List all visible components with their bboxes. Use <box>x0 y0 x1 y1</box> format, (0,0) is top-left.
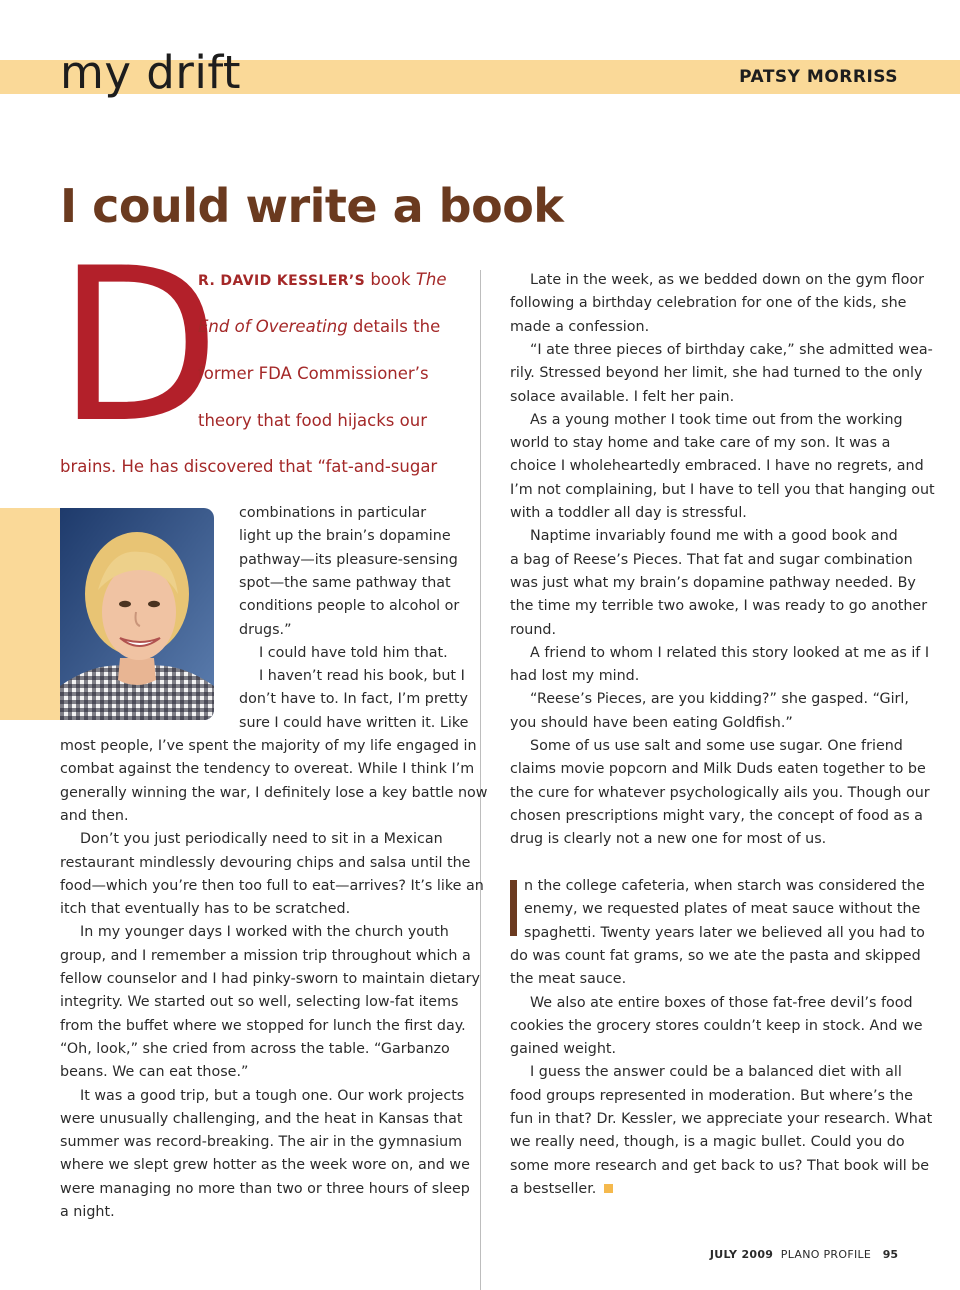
body-text: were unusually challenging, and the heat in Kansas that <box>60 1110 463 1127</box>
magazine-name: PLANO PROFILE <box>780 1248 872 1261</box>
issue-date: JULY 2009 <box>709 1248 774 1261</box>
end-mark-icon <box>604 1184 613 1193</box>
page-number: 95 <box>882 1248 898 1261</box>
body-text-line <box>510 945 921 968</box>
body-text: food groups represented in moderation. But where’s the <box>510 1087 913 1104</box>
body-text: “Reese’s Pieces, are you kidding?” she gasped. “Girl, <box>530 691 909 708</box>
body-text-line <box>60 1201 115 1224</box>
article-headline: I could write a book <box>60 179 564 233</box>
body-text-line <box>510 1085 913 1108</box>
body-text-line <box>80 1085 464 1108</box>
body-text-line <box>510 1108 932 1131</box>
body-text-line <box>524 898 920 921</box>
lede-book-title: End of Overeating <box>198 317 348 336</box>
body-text: world to stay home and take care of my son. It was a <box>510 435 891 452</box>
body-text: rily. Stressed beyond her limit, she had turned to the only <box>510 365 923 382</box>
body-text-line <box>259 642 448 665</box>
body-text-line <box>530 409 903 432</box>
body-text: integrity. We started out so well, selecting low-fat items <box>60 994 459 1011</box>
body-text: I haven’t read his book, but I <box>259 668 465 685</box>
body-text-line <box>510 362 922 385</box>
body-text: I could have told him that. <box>259 644 448 661</box>
lede-line: brains. He has discovered that “fat-and-sugar <box>60 457 438 476</box>
lede-text: details the <box>347 317 441 336</box>
body-text-line <box>510 1131 905 1154</box>
author-name: PATSY MORRISS <box>739 67 898 87</box>
body-text: was just what my brain’s dopamine pathway needed. By <box>510 574 916 591</box>
body-text: enemy, we requested plates of meat sauce without the <box>524 901 921 918</box>
lede-line: theory that food hijacks our <box>198 411 427 430</box>
body-text: restaurant mindlessly devouring chips and salsa until the <box>60 854 471 871</box>
body-text: cookies the grocery stores couldn’t keep in stock. And we <box>510 1017 923 1034</box>
body-text-line <box>510 502 747 525</box>
body-text-line <box>530 642 929 665</box>
body-text: where we slept grew hotter as the week wore on, and we <box>60 1157 470 1174</box>
body-text-line <box>510 386 734 409</box>
body-text-line <box>510 758 926 781</box>
author-photo <box>60 508 214 720</box>
body-text-line <box>239 595 459 618</box>
body-text-line <box>239 688 468 711</box>
body-text-line <box>510 1155 929 1178</box>
body-text-line <box>510 549 913 572</box>
body-text-line <box>60 735 477 758</box>
body-text: a bag of Reese’s Pieces. That fat and sugar combination <box>510 551 913 568</box>
body-text-line <box>530 735 903 758</box>
body-text: spot—the same pathway that <box>239 574 451 591</box>
body-text: were managing no more than two or three hours of sleep <box>60 1180 470 1197</box>
body-text: the cure for whatever psychologically ails you. Though our <box>510 784 930 801</box>
body-text: It was a good trip, but a tough one. Our work projects <box>80 1087 465 1104</box>
body-text: Don’t you just periodically need to sit in a Mexican <box>80 831 443 848</box>
lede-text: book <box>365 270 416 289</box>
body-text-line <box>80 828 443 851</box>
body-text: combat against the tendency to overeat. While I think I’m <box>60 761 475 778</box>
margin-tab <box>0 508 60 720</box>
body-text-line <box>60 968 480 991</box>
body-text: from the buffet where we stopped for lunch the first day. <box>60 1017 466 1034</box>
body-text-line <box>510 595 927 618</box>
body-text-line <box>60 805 129 828</box>
body-text-line <box>239 619 292 642</box>
body-text: Late in the week, as we bedded down on the gym floor <box>530 272 925 288</box>
body-text: combinations in particular <box>239 505 427 521</box>
body-text-line <box>259 665 465 688</box>
body-text-line <box>239 502 426 525</box>
body-text: itch that eventually has to be scratched. <box>60 901 351 918</box>
body-text: had lost my mind. <box>510 668 640 685</box>
body-text: with a toddler all day is stressful. <box>510 505 747 521</box>
body-text-line <box>510 572 916 595</box>
body-text: In my younger days I worked with the church youth <box>80 924 449 941</box>
body-text-line <box>510 1178 613 1201</box>
body-text: Some of us use salt and some use sugar. One friend <box>530 738 903 754</box>
body-text-line <box>530 339 933 362</box>
body-text: conditions people to alcohol or <box>239 598 460 615</box>
body-text-line <box>510 1038 616 1061</box>
body-text: group, and I remember a mission trip throughout which a <box>60 947 471 964</box>
lede-book-title: The <box>415 270 447 289</box>
body-text-line <box>60 1178 470 1201</box>
body-text: As a young mother I took time out from the working <box>530 411 903 428</box>
body-text-line <box>239 525 451 548</box>
lede-line: former FDA Commissioner’s <box>198 364 429 383</box>
body-text: We also ate entire boxes of those fat-free devil’s food <box>530 994 913 1011</box>
lede-author-smallcaps: R. DAVID KESSLER’S <box>198 273 366 289</box>
body-text: I’m not complaining, but I have to tell you that hanging out <box>510 481 935 498</box>
body-text-line <box>60 898 350 921</box>
body-text-line <box>239 572 451 595</box>
body-text-line <box>510 1015 923 1038</box>
body-text-line <box>524 875 925 898</box>
body-text: Naptime invariably found me with a good book and <box>530 528 898 545</box>
body-text: spaghetti. Twenty years later we believed all you had to <box>524 924 925 941</box>
body-text-line <box>530 525 898 548</box>
body-text: some more research and get back to us? That book will be <box>510 1157 930 1174</box>
body-text-line <box>530 992 913 1015</box>
section-title: my drift <box>60 46 242 99</box>
body-text: a bestseller. <box>510 1180 597 1197</box>
body-text-line <box>510 968 626 991</box>
body-text-line <box>510 828 826 851</box>
body-text-line <box>510 455 924 478</box>
body-text-line <box>60 1108 463 1131</box>
body-text-line <box>530 1061 902 1084</box>
body-text: a night. <box>60 1204 115 1220</box>
body-text: beans. We can eat those.” <box>60 1064 249 1081</box>
body-text-line <box>60 852 470 875</box>
body-text-line <box>60 1061 248 1084</box>
body-text-line <box>60 1015 466 1038</box>
body-text-line <box>60 945 471 968</box>
body-text: drugs.” <box>239 621 292 638</box>
drop-cap: D <box>57 222 221 469</box>
body-text-line <box>510 712 793 735</box>
body-text: don’t have to. In fact, I’m pretty <box>239 691 468 708</box>
body-text: “I ate three pieces of birthday cake,” she admitted wea- <box>530 341 933 358</box>
body-text-line <box>510 805 923 828</box>
body-text: do was count fat grams, so we ate the pasta and skipped <box>510 947 921 964</box>
body-text-line <box>60 1038 450 1061</box>
body-text-line <box>524 922 925 945</box>
body-text-line <box>239 549 458 572</box>
body-text: gained weight. <box>510 1041 617 1058</box>
body-text-line <box>60 1154 470 1177</box>
body-text-line <box>80 921 449 944</box>
body-text-line <box>510 619 556 642</box>
body-text: claims movie popcorn and Milk Duds eaten together to be <box>510 761 926 778</box>
body-text: sure I could have written it. Like <box>239 714 469 731</box>
body-text-line <box>510 292 906 315</box>
body-text-line <box>510 316 649 339</box>
body-text: food—which you’re then too full to eat—arrives? It’s like an <box>60 877 484 894</box>
body-text: n the college cafeteria, when starch was considered the <box>524 878 925 894</box>
body-text: most people, I’ve spent the majority of my life engaged in <box>60 738 477 754</box>
body-text-line <box>239 712 468 735</box>
body-text-line <box>60 1131 462 1154</box>
body-text: round. <box>510 621 557 638</box>
body-text: pathway—its pleasure-sensing <box>239 551 458 568</box>
body-text: the time my terrible two awoke, I was ready to go another <box>510 598 928 615</box>
body-text: “Oh, look,” she cried from across the table. “Garbanzo <box>60 1040 450 1057</box>
body-text-line <box>510 432 890 455</box>
body-text: chosen prescriptions might vary, the concept of food as a <box>510 807 923 824</box>
drop-cap-bar <box>510 880 517 936</box>
body-text: you should have been eating Goldfish.” <box>510 714 793 731</box>
body-text: I guess the answer could be a balanced diet with all <box>530 1064 902 1081</box>
author-portrait-illustration <box>60 508 214 720</box>
body-text: light up the brain’s dopamine <box>239 528 451 545</box>
body-text-line <box>510 479 935 502</box>
body-text: A friend to whom I related this story looked at me as if I <box>530 644 930 661</box>
body-text: drug is clearly not a new one for most of us. <box>510 831 827 848</box>
body-text: following a birthday celebration for one of the kids, she <box>510 295 907 312</box>
body-text: generally winning the war, I definitely lose a key battle now <box>60 784 488 801</box>
body-text: fun in that? Dr. Kessler, we appreciate your research. What <box>510 1111 933 1127</box>
body-text-line <box>60 782 487 805</box>
body-text: and then. <box>60 807 129 824</box>
body-text-line <box>60 758 474 781</box>
body-text: summer was record-breaking. The air in the gymnasium <box>60 1134 463 1151</box>
body-text: made a confession. <box>510 318 650 335</box>
body-text-line <box>510 665 639 688</box>
body-text: the meat sauce. <box>510 971 627 988</box>
body-text: fellow counselor and I had pinky-sworn to maintain dietary <box>60 971 480 987</box>
body-text-line <box>60 875 484 898</box>
column-divider <box>480 270 481 1290</box>
body-text-line <box>530 688 909 711</box>
body-text-line <box>530 269 924 292</box>
body-text: solace available. I felt her pain. <box>510 388 735 405</box>
body-text: we really need, though, is a magic bullet. Could you do <box>510 1134 905 1151</box>
body-text-line <box>510 782 930 805</box>
body-text-line <box>60 991 458 1014</box>
lede-line <box>198 303 440 350</box>
page-footer <box>710 1246 898 1264</box>
lede-line <box>198 256 447 305</box>
body-text: choice I wholeheartedly embraced. I have no regrets, and <box>510 458 924 475</box>
